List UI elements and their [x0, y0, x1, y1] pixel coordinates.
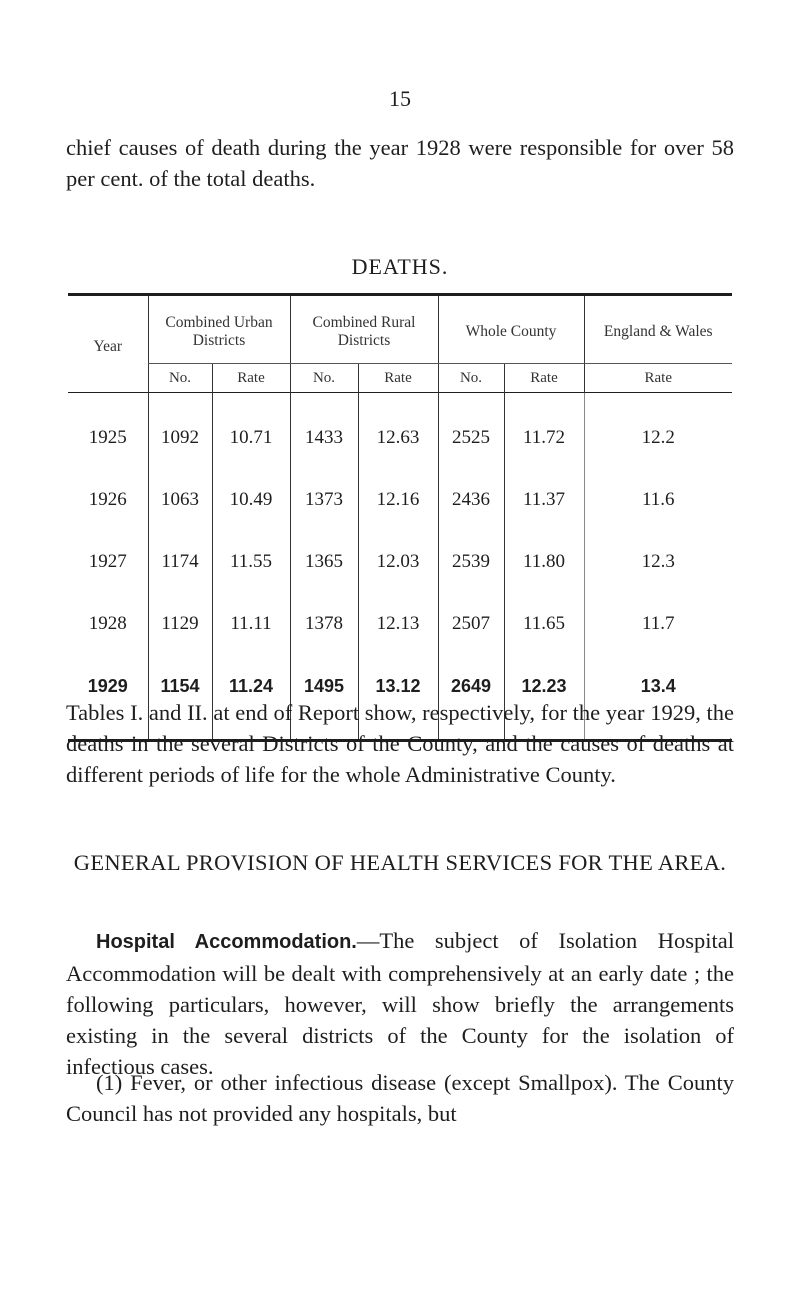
table-title: DEATHS. [351, 254, 449, 279]
hospital-text: —The subject of Isolation Hospital Accommodation will be dealt with comprehensively at an early date ; the following particulars, however, will show briefly the arrangements existing in the several districts of the County for the isolation of infectious cases. [66, 928, 734, 1079]
urban-rate-cell: 11.55 [212, 531, 290, 593]
deaths-table [68, 293, 732, 742]
ew-rate-cell: 11.7 [584, 593, 732, 655]
section-heading: GENERAL PROVISION OF HEALTH SERVICES FOR THE AREA. [73, 850, 727, 875]
rural-no-cell: 1495 [290, 655, 358, 741]
rural-rate-cell: 12.13 [358, 593, 438, 655]
urban-no-cell: 1174 [148, 531, 212, 593]
rural-rate-cell: 12.16 [358, 469, 438, 531]
county-no-cell: 2539 [438, 531, 504, 593]
fever-paragraph [66, 1067, 734, 1129]
hospital-title: Hospital Accommodation. [96, 931, 357, 953]
county-rate-cell: 11.65 [504, 593, 584, 655]
county-rate-cell: 12.23 [504, 655, 584, 741]
year-cell: 1927 [88, 551, 127, 572]
rural-rate-cell: 12.03 [358, 531, 438, 593]
ew-rate-cell: 13.4 [584, 655, 732, 741]
table-row [68, 531, 732, 593]
rural-no-cell: 1378 [290, 593, 358, 655]
county-rate-header: Rate [504, 364, 584, 393]
urban-no-cell: 1092 [148, 393, 212, 470]
ew-rate-header: Rate [584, 364, 732, 393]
urban-rate-cell: 11.24 [212, 655, 290, 741]
county-rate-cell: 11.72 [504, 393, 584, 470]
fever-text: (1) Fever, or other infectious disease (except Smallpox). The County Council has not provided any hospitals, but [66, 1070, 734, 1126]
rural-no-cell: 1373 [290, 469, 358, 531]
table-subheader-row [68, 364, 732, 393]
table-row [68, 469, 732, 531]
ew-rate-cell: 11.6 [584, 469, 732, 531]
county-rate-cell: 11.37 [504, 469, 584, 531]
table-group-header-row [68, 295, 732, 364]
year-cell: 1926 [88, 489, 127, 510]
intro-paragraph: chief causes of death during the year 1928 were responsible for over 58 per cent. of the total deaths. [66, 135, 734, 191]
urban-rate-cell: 11.11 [212, 593, 290, 655]
rural-rate-header: Rate [358, 364, 438, 393]
county-no-header: No. [438, 364, 504, 393]
rural-no-cell: 1365 [290, 531, 358, 593]
rural-rate-cell: 13.12 [358, 655, 438, 741]
ew-rate-cell: 12.3 [584, 531, 732, 593]
combined-urban-header: Combined Urban Districts [148, 295, 290, 364]
table-row [68, 593, 732, 655]
urban-rate-cell: 10.71 [212, 393, 290, 470]
ew-rate-cell: 12.2 [584, 393, 732, 470]
county-rate-cell: 11.80 [504, 531, 584, 593]
county-no-cell: 2525 [438, 393, 504, 470]
page-number: 15 [389, 86, 411, 111]
urban-no-header: No. [148, 364, 212, 393]
urban-no-cell: 1154 [148, 655, 212, 741]
tables-paragraph: Tables I. and II. at end of Report show, respectively, for the year 1929, the deaths in the several Districts of the County, and the causes of deaths at different periods of life for the whole Administrative County. [66, 700, 734, 787]
hospital-paragraph [66, 925, 734, 1082]
year-cell: 1928 [88, 613, 127, 634]
table-row [68, 393, 732, 470]
urban-rate-cell: 10.49 [212, 469, 290, 531]
county-no-cell: 2507 [438, 593, 504, 655]
urban-rate-header: Rate [212, 364, 290, 393]
rural-no-cell: 1433 [290, 393, 358, 470]
combined-rural-header: Combined Rural Districts [290, 295, 438, 364]
urban-no-cell: 1063 [148, 469, 212, 531]
year-cell: 1925 [88, 427, 127, 448]
rural-rate-cell: 12.63 [358, 393, 438, 470]
county-no-cell: 2649 [438, 655, 504, 741]
rural-no-header: No. [290, 364, 358, 393]
england-wales-header: England & Wales [584, 295, 732, 364]
urban-no-cell: 1129 [148, 593, 212, 655]
county-no-cell: 2436 [438, 469, 504, 531]
whole-county-header: Whole County [438, 295, 584, 364]
year-cell: 1929 [87, 675, 128, 696]
year-header: Year [93, 337, 123, 355]
